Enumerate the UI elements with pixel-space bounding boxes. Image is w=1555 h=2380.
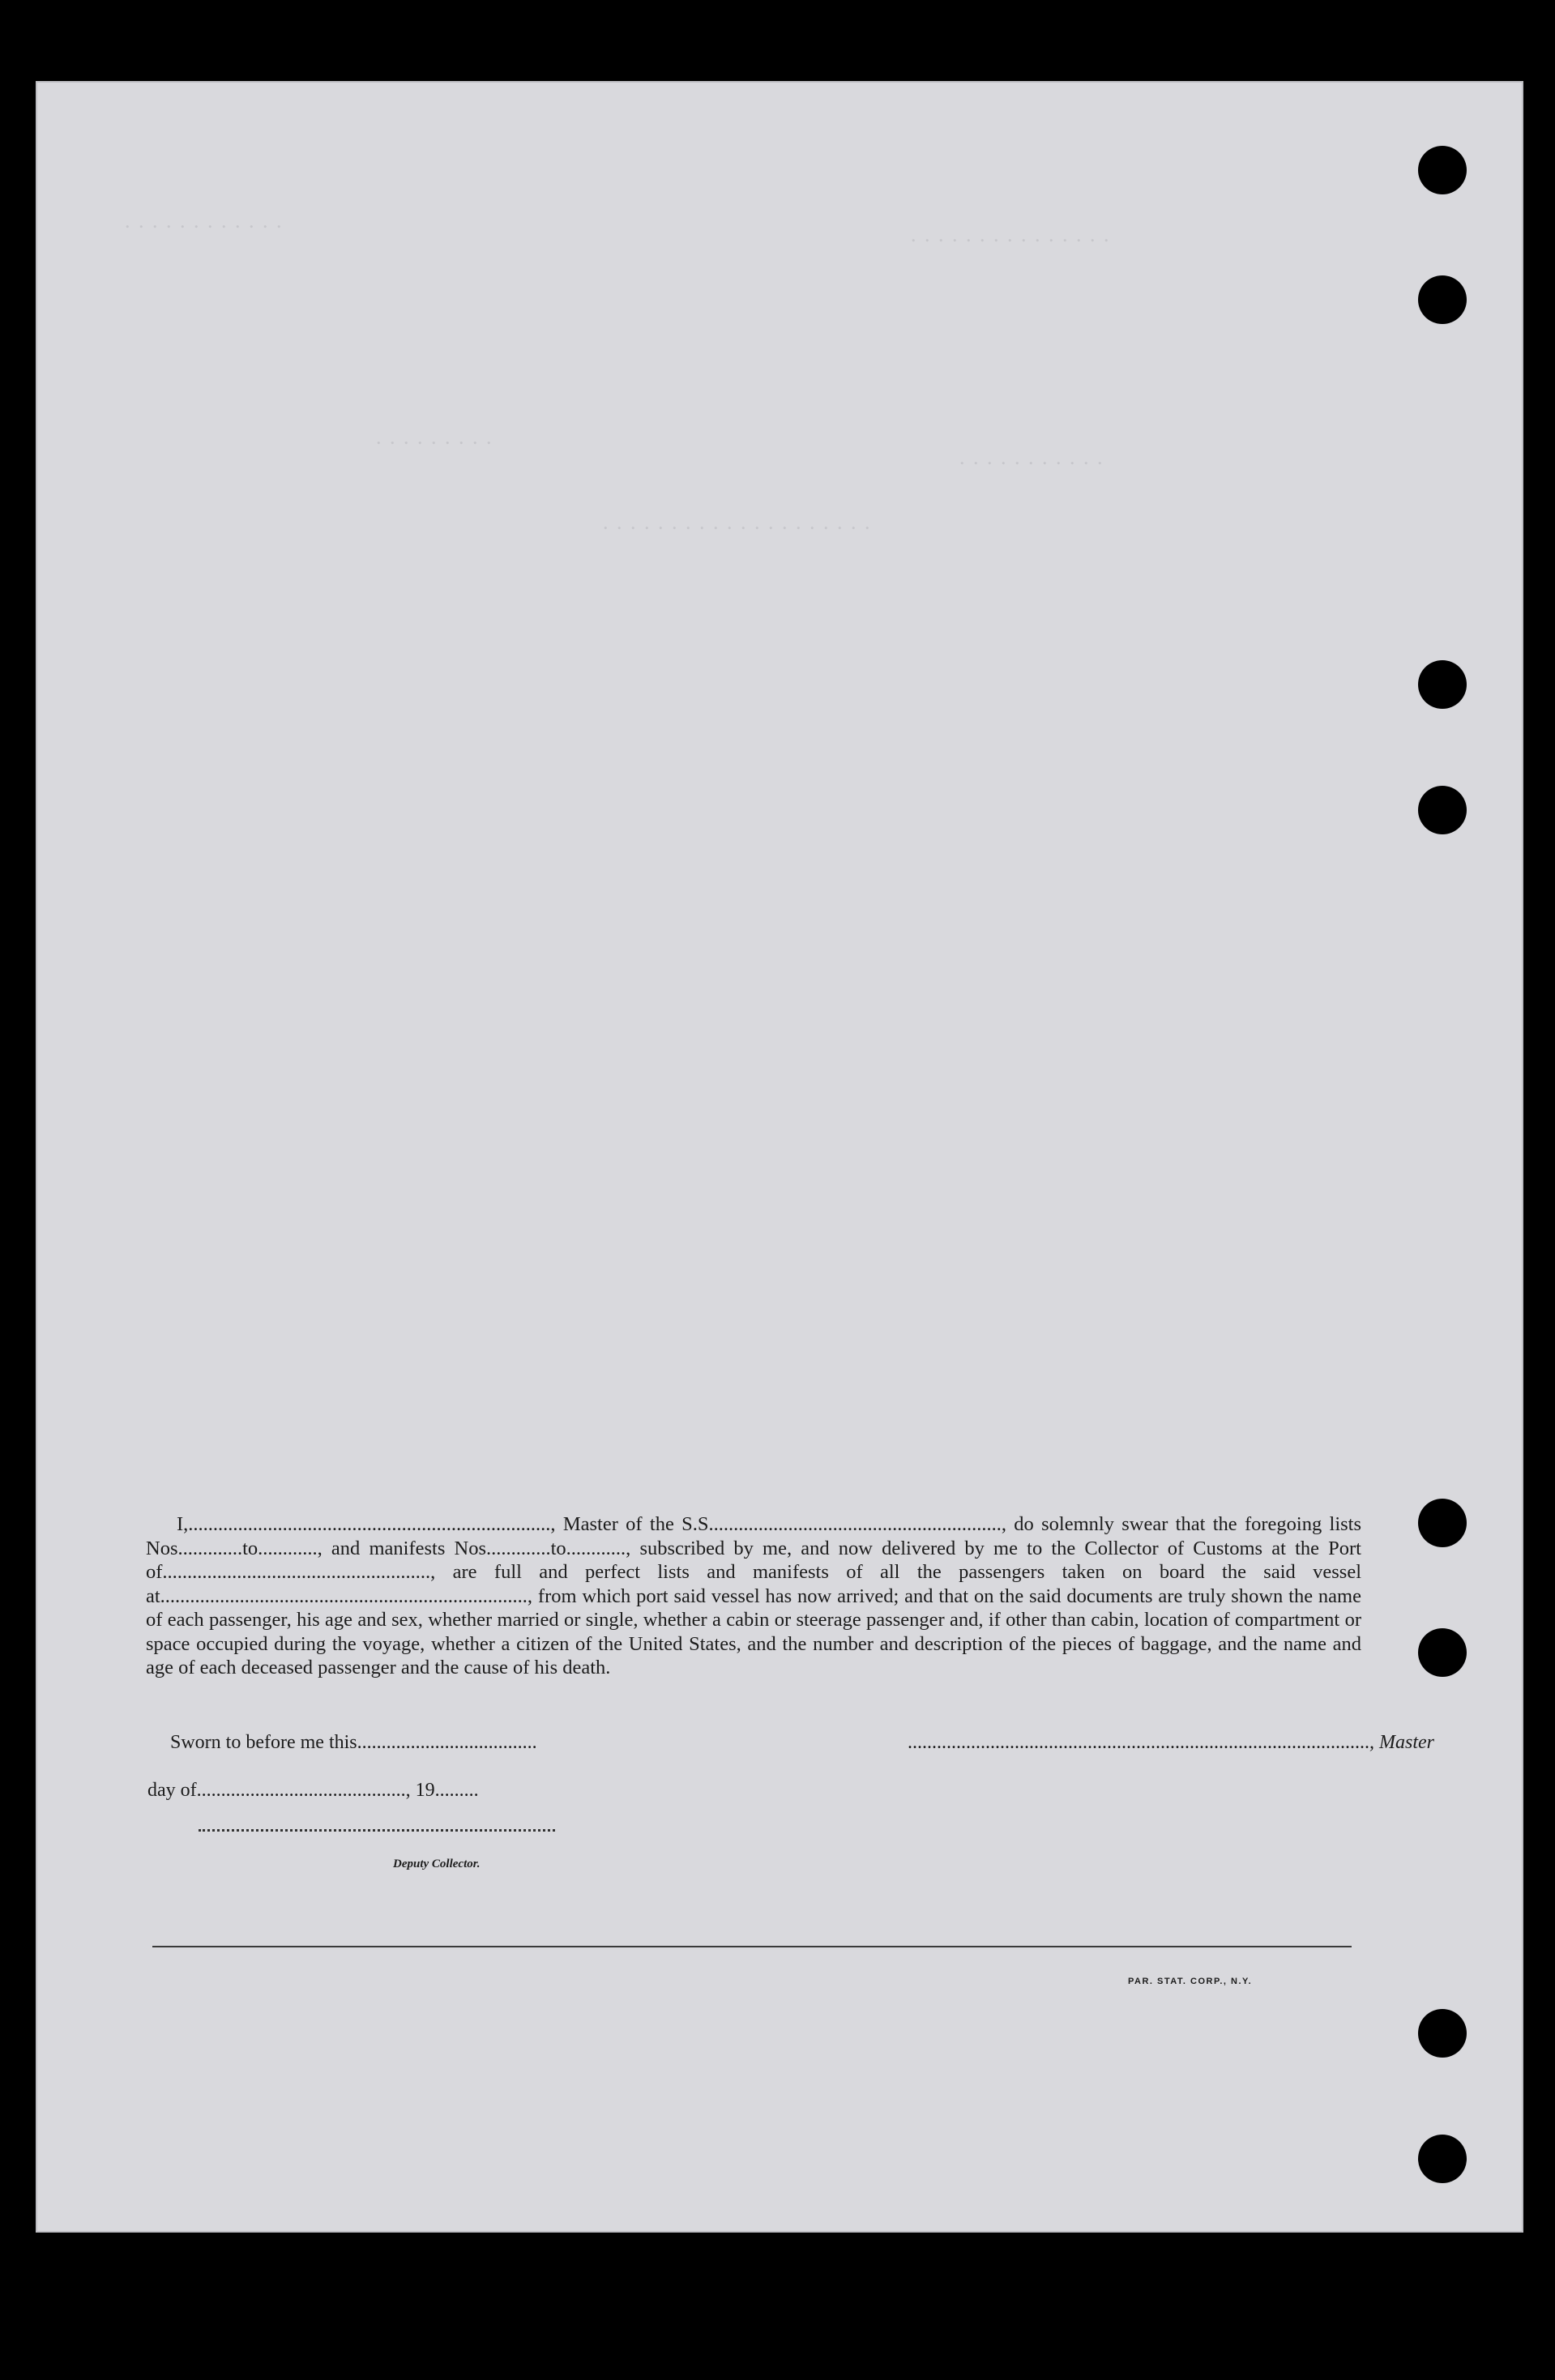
punch-hole [1418,275,1467,324]
punch-hole [1418,1499,1467,1547]
master-label: , Master [1369,1732,1434,1753]
deputy-collector-label: Deputy Collector. [393,1858,481,1870]
bleed-through-mark: . . . . . . . . . . . . . . . . . . . . [603,510,872,534]
punch-hole [1418,2135,1467,2183]
punch-hole [1418,660,1467,709]
bleed-through-mark: . . . . . . . . . . . . [125,209,284,232]
bleed-through-mark: . . . . . . . . . [376,425,493,449]
punch-hole [1418,2009,1467,2058]
printer-mark: PAR. STAT. CORP., N.Y. [1128,1977,1253,1986]
bleed-through-mark: . . . . . . . . . . . . . . . [911,223,1111,246]
oath-text: I,........................................................................., Master of the S.S..........................................................., do solemnly swear that the foregoing lists Nos.............to............, and manifests Nos.............to............, subscribed by me, and now delivered by me to the Collector of Customs at the Port of......................................................, are full and perfect lists and manifests of all the passengers taken on board the said vessel at.........................................................................., from which port said vessel has now arrived; and that on the said documents are truly shown the name of each passenger, his age and sex, whether married or single, whether a cabin or steerage passenger and, if other than cabin, location of compartment or space occupied during the voyage, whether a citizen of the United States, and the number and description of the pieces of baggage, and the name and age of each deceased passenger and the cause of his death. [146,1513,1361,1678]
punch-hole [1418,1628,1467,1677]
document-page [36,81,1523,2233]
oath-paragraph [146,1512,1361,1680]
master-signature-line [908,1732,1434,1754]
punch-hole [1418,146,1467,194]
deputy-signature-line [199,1829,555,1832]
divider-rule [152,1946,1352,1947]
punch-hole [1418,786,1467,834]
master-dots: ............................................................................................... [908,1732,1369,1753]
sworn-line: Sworn to before me this..................................... [170,1732,537,1753]
bleed-through-mark: . . . . . . . . . . . [959,446,1104,469]
day-of-line: day of..........................................., 19......... [147,1780,479,1801]
